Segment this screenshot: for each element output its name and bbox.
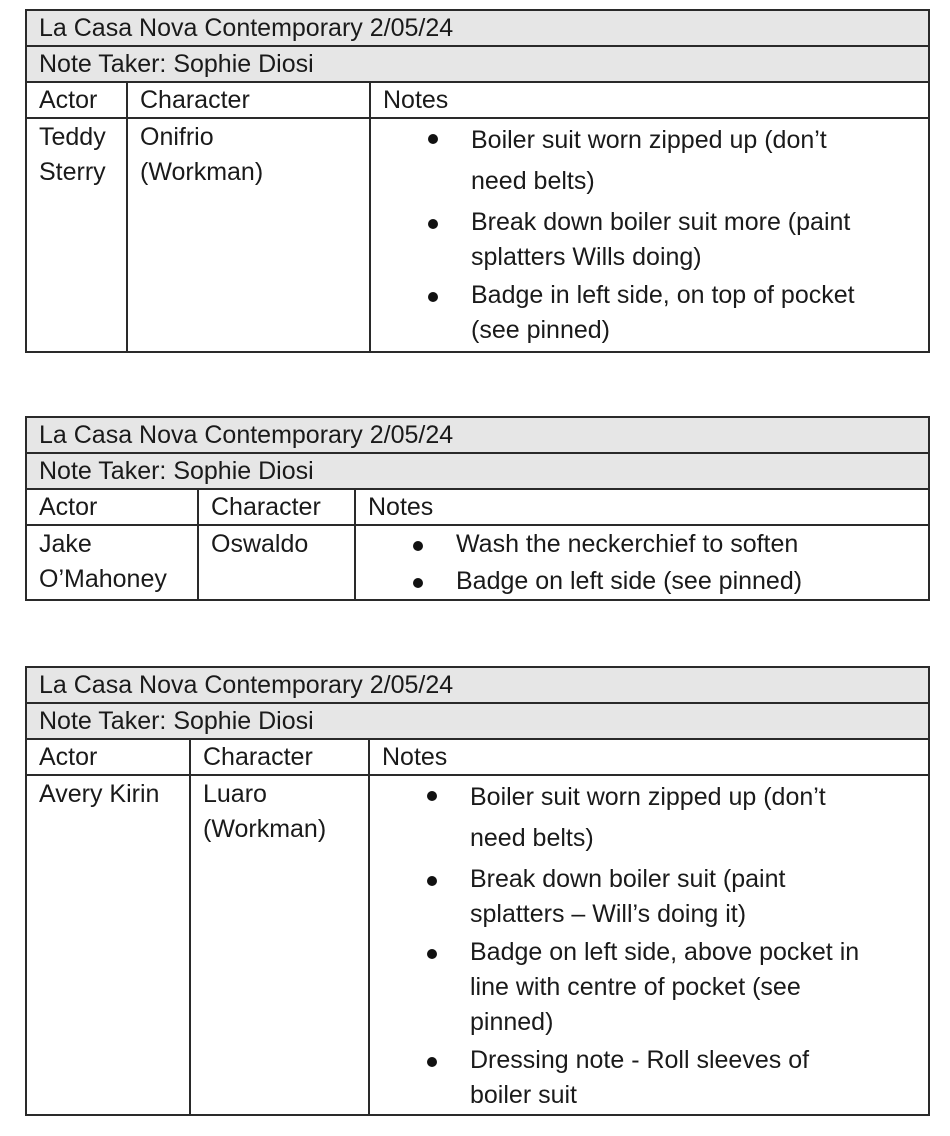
costume-notes-table-1 [25, 9, 930, 353]
list-item [470, 777, 916, 859]
character-cell [127, 118, 370, 352]
character-name-line: Luaro [203, 780, 267, 808]
actor-name-line: Jake [39, 530, 92, 558]
note-line: Break down boiler suit more (paint [471, 208, 851, 236]
note-line: Badge in left side, on top of pocket [471, 281, 855, 309]
note-line: Badge on left side (see pinned) [456, 567, 803, 595]
actor-name-line: Sterry [39, 158, 106, 186]
actor-name-line: O’Mahoney [39, 565, 167, 593]
list-item [470, 862, 916, 932]
notes-header: Notes [369, 739, 929, 775]
actor-cell [26, 118, 127, 352]
list-item [456, 527, 916, 562]
list-item [456, 564, 916, 599]
notes-header: Notes [370, 82, 929, 118]
note-line: splatters Wills doing) [471, 243, 702, 271]
character-cell [190, 775, 369, 1115]
note-line: (see pinned) [471, 316, 610, 344]
table-title: La Casa Nova Contemporary 2/05/24 [26, 417, 929, 453]
list-item [471, 205, 916, 275]
character-name-line: (Workman) [203, 815, 327, 843]
character-header: Character [198, 489, 355, 525]
table-title: La Casa Nova Contemporary 2/05/24 [26, 667, 929, 703]
character-header: Character [190, 739, 369, 775]
actor-header: Actor [26, 739, 190, 775]
notes-list [368, 527, 916, 599]
costume-notes-table-2 [25, 416, 930, 601]
note-line: pinned) [470, 1008, 554, 1036]
list-item [471, 120, 916, 202]
actor-header: Actor [26, 82, 127, 118]
note-line: need belts) [471, 167, 595, 195]
notes-cell [355, 525, 929, 600]
note-taker: Note Taker: Sophie Diosi [26, 703, 929, 739]
list-item [470, 935, 916, 1040]
costume-notes-table-3 [25, 666, 930, 1116]
note-taker: Note Taker: Sophie Diosi [26, 46, 929, 82]
notes-list [382, 777, 916, 1113]
actor-cell [26, 525, 198, 600]
note-line: Dressing note - Roll sleeves of [470, 1046, 810, 1074]
table-title: La Casa Nova Contemporary 2/05/24 [26, 10, 929, 46]
notes-header: Notes [355, 489, 929, 525]
actor-cell [26, 775, 190, 1115]
note-taker: Note Taker: Sophie Diosi [26, 453, 929, 489]
character-name-line: Onifrio [140, 123, 214, 151]
character-name-line: (Workman) [140, 158, 264, 186]
actor-header: Actor [26, 489, 198, 525]
note-line: line with centre of pocket (see [470, 973, 801, 1001]
actor-name-line: Avery Kirin [39, 780, 160, 808]
notes-cell [369, 775, 929, 1115]
list-item [470, 1043, 916, 1113]
notes-cell [370, 118, 929, 352]
note-line: splatters – Will’s doing it) [470, 900, 747, 928]
note-line: Break down boiler suit (paint [470, 865, 786, 893]
note-line: boiler suit [470, 1081, 577, 1109]
note-line: need belts) [470, 824, 594, 852]
note-line: Boiler suit worn zipped up (don’t [471, 126, 827, 154]
character-cell [198, 525, 355, 600]
actor-name-line: Teddy [39, 123, 106, 151]
note-line: Boiler suit worn zipped up (don’t [470, 783, 826, 811]
list-item [471, 278, 916, 348]
character-name-line: Oswaldo [211, 530, 309, 558]
notes-list [383, 120, 916, 348]
note-line: Wash the neckerchief to soften [456, 530, 799, 558]
character-header: Character [127, 82, 370, 118]
note-line: Badge on left side, above pocket in [470, 938, 860, 966]
